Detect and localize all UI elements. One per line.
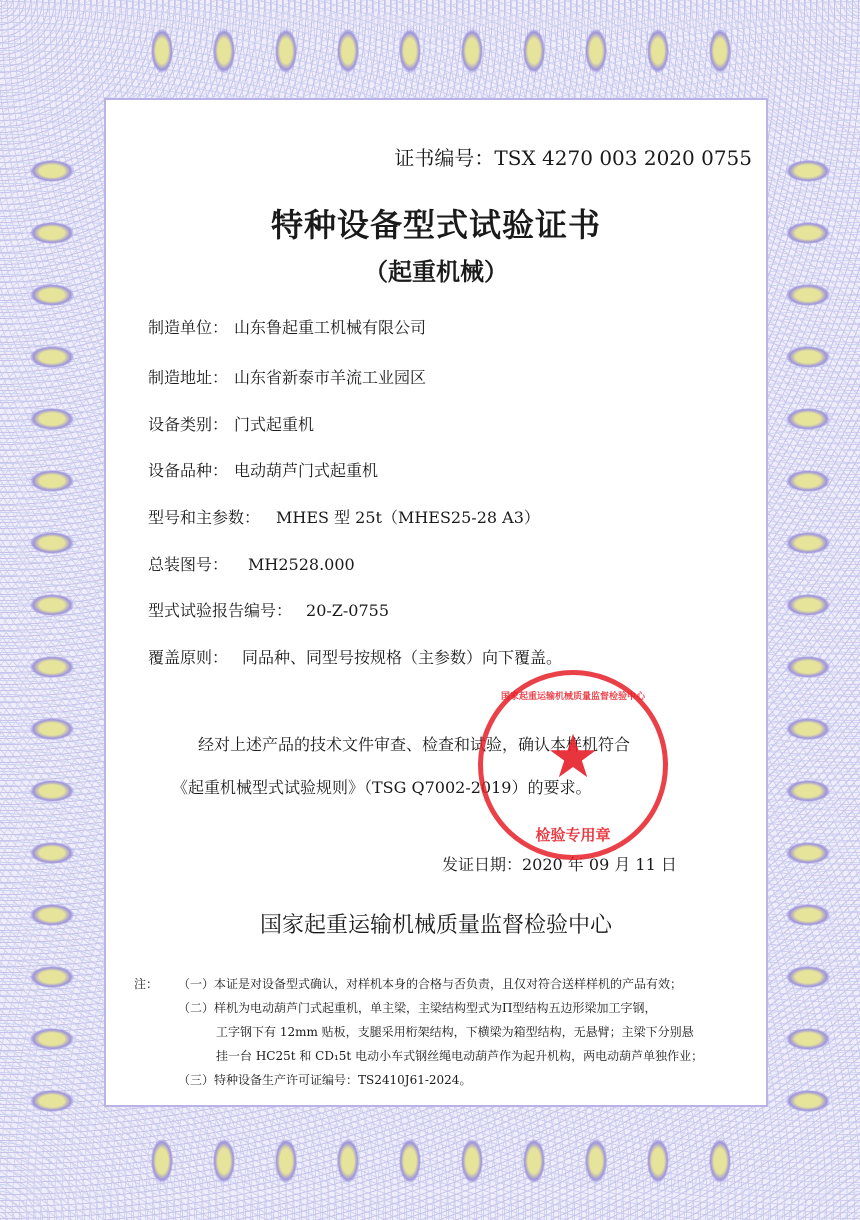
field-drawing-number bbox=[148, 552, 355, 575]
field-label: 总装图号： bbox=[148, 555, 229, 574]
border-ornament bbox=[30, 1090, 74, 1112]
field-model bbox=[148, 505, 540, 528]
field-value: MHES 型 25t（MHES25-28 A3） bbox=[276, 508, 540, 527]
border-ornament bbox=[523, 1139, 545, 1183]
border-ornament bbox=[786, 470, 830, 492]
field-label: 覆盖原则： bbox=[148, 648, 229, 667]
border-ornament bbox=[461, 1139, 483, 1183]
issue-date: 发证日期：2020 年 09 月 11 日 bbox=[442, 855, 677, 874]
field-label: 设备类别： bbox=[148, 415, 229, 434]
border-ornament bbox=[786, 408, 830, 430]
border-ornament bbox=[337, 1139, 359, 1183]
border-ornament bbox=[275, 29, 297, 73]
border-ornament bbox=[786, 532, 830, 554]
border-ornament bbox=[151, 29, 173, 73]
field-value: 山东鲁起重工机械有限公司 bbox=[234, 318, 427, 337]
field-variety bbox=[148, 458, 378, 481]
border-ornament bbox=[399, 1139, 421, 1183]
border-ornament bbox=[30, 718, 74, 740]
field-label: 型号和主参数： bbox=[148, 508, 261, 527]
border-ornament bbox=[585, 1139, 607, 1183]
border-ornament bbox=[523, 29, 545, 73]
border-ornament bbox=[461, 29, 483, 73]
border-ornament bbox=[786, 842, 830, 864]
border-ornament bbox=[30, 160, 74, 182]
border-ornament bbox=[647, 1139, 669, 1183]
border-ornament bbox=[30, 284, 74, 306]
certificate-number-value: TSX 4270 003 2020 0755 bbox=[494, 146, 752, 170]
note-item-continuation: 挂一台 HC25t 和 CD₁5t 电动小车式钢丝绳电动葫芦作为起升机构，两电动葫芦单独作业； bbox=[216, 1049, 704, 1063]
field-value: 20-Z-0755 bbox=[306, 601, 390, 620]
statement-line-1: 经对上述产品的技术文件审查、检查和试验，确认本样机符合 bbox=[198, 735, 631, 754]
border-ornament bbox=[337, 29, 359, 73]
border-ornament bbox=[786, 346, 830, 368]
border-ornament bbox=[786, 966, 830, 988]
border-ornament bbox=[30, 780, 74, 802]
border-ornament bbox=[30, 966, 74, 988]
border-ornament bbox=[786, 1028, 830, 1050]
border-ornament bbox=[786, 594, 830, 616]
border-ornament bbox=[151, 1139, 173, 1183]
border-ornament bbox=[399, 29, 421, 73]
certificate-panel bbox=[106, 100, 766, 1105]
field-label: 设备品种： bbox=[148, 461, 229, 480]
border-ornament bbox=[786, 222, 830, 244]
star-icon: ★ bbox=[546, 722, 600, 792]
seal-ring-text: 国家起重运输机械质量监督检验中心 bbox=[500, 692, 645, 702]
field-value: 同品种、同型号按规格（主参数）向下覆盖。 bbox=[242, 648, 563, 667]
border-ornament bbox=[709, 29, 731, 73]
official-seal bbox=[478, 670, 668, 860]
border-ornament bbox=[30, 594, 74, 616]
certificate-number-label: 证书编号： bbox=[394, 146, 495, 170]
field-value: 门式起重机 bbox=[234, 415, 315, 434]
border-ornament bbox=[585, 29, 607, 73]
border-ornament bbox=[786, 780, 830, 802]
border-ornament bbox=[709, 1139, 731, 1183]
border-ornament bbox=[30, 470, 74, 492]
notes-label: 注： bbox=[134, 977, 159, 991]
note-item: （三）特种设备生产许可证编号：TS2410J61-2024。 bbox=[178, 1073, 472, 1087]
border-ornament bbox=[30, 222, 74, 244]
certificate-number bbox=[394, 142, 752, 171]
border-ornament bbox=[786, 904, 830, 926]
border-ornament bbox=[30, 842, 74, 864]
note-item-continuation: 工字钢下有 12mm 贴板，支腿采用桁架结构，下横梁为箱型结构，无悬臂；主梁下分别悬 bbox=[216, 1025, 694, 1039]
border-ornament bbox=[30, 346, 74, 368]
border-ornament bbox=[30, 904, 74, 926]
field-address bbox=[148, 365, 426, 388]
field-value: MH2528.000 bbox=[248, 555, 355, 574]
statement-line-2: 《起重机械型式试验规则》（TSG Q7002-2019）的要求。 bbox=[172, 778, 592, 797]
border-ornament bbox=[30, 532, 74, 554]
border-ornament bbox=[30, 408, 74, 430]
border-ornament bbox=[786, 160, 830, 182]
issuing-authority: 国家起重运输机械质量监督检验中心 bbox=[259, 913, 612, 938]
field-value: 电动葫芦门式起重机 bbox=[234, 461, 379, 480]
border-ornament bbox=[30, 656, 74, 678]
border-ornament bbox=[275, 1139, 297, 1183]
field-value: 山东省新泰市羊流工业园区 bbox=[234, 368, 427, 387]
border-ornament bbox=[30, 1028, 74, 1050]
field-report-number bbox=[148, 598, 389, 621]
certificate-title: 特种设备型式试验证书 bbox=[270, 206, 601, 244]
border-ornament bbox=[213, 1139, 235, 1183]
seal-bottom-text: 检验专用章 bbox=[535, 826, 611, 844]
field-category bbox=[148, 412, 314, 435]
border-ornament bbox=[786, 656, 830, 678]
field-label: 制造单位： bbox=[148, 318, 229, 337]
border-ornament bbox=[786, 1090, 830, 1112]
field-manufacturer bbox=[148, 315, 426, 338]
field-coverage bbox=[148, 645, 562, 668]
note-item: （一）本证是对设备型式确认，对样机本身的合格与否负责，且仅对符合送样样机的产品有效； bbox=[178, 977, 683, 991]
certificate-subtitle: （起重机械） bbox=[364, 258, 508, 286]
border-ornament bbox=[213, 29, 235, 73]
field-label: 型式试验报告编号： bbox=[148, 601, 293, 620]
border-ornament bbox=[786, 284, 830, 306]
note-item: （二）样机为电动葫芦门式起重机，单主梁，主梁结构型式为Π型结构五边形梁加工字钢， bbox=[178, 1001, 657, 1015]
border-ornament bbox=[786, 718, 830, 740]
field-label: 制造地址： bbox=[148, 368, 229, 387]
border-ornament bbox=[647, 29, 669, 73]
